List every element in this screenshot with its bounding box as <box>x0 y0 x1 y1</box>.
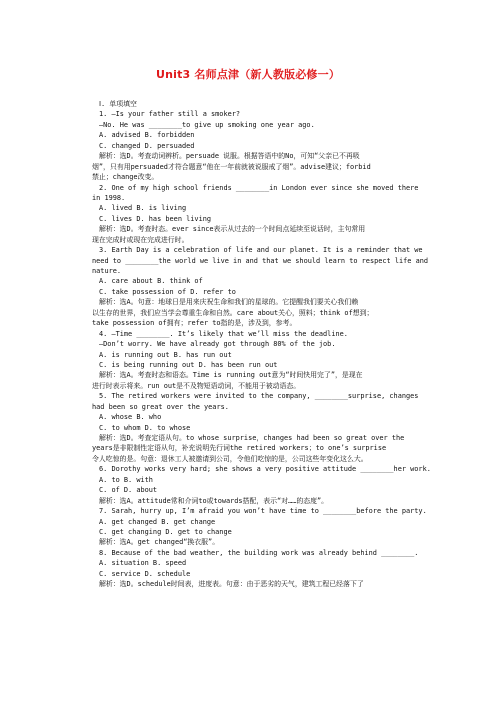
text-line: 7. Sarah, hurry up, I’m afraid you won’t have time to ________before the party. <box>99 507 427 516</box>
text-line: C. take possession of D. refer to <box>99 287 236 296</box>
text-line: 2. One of my high school friends ________in London ever since she moved there <box>99 183 419 192</box>
text-line: C. of D. about <box>99 486 158 495</box>
text-line: Ⅰ. 单项填空 <box>99 100 137 108</box>
text-line: A. lived B. is living <box>99 204 187 213</box>
text-line: 4. —Time ________. It’s likely that we’ll miss the deadline. <box>99 329 348 338</box>
text-line: —No. He was ________to give up smoking one year ago. <box>99 120 315 129</box>
text-line: C. is being running out D. has been run out <box>99 360 278 369</box>
text-line: —Don’t worry. We have already got through 80% of the job. <box>99 340 336 349</box>
text-line: A. situation B. speed <box>99 559 187 568</box>
text-line: 解析：选A。get changed“换衣服”。 <box>99 538 220 547</box>
text-line: 5. The retired workers were invited to the company, ________surprise, changes <box>99 392 419 401</box>
document-body <box>92 99 431 590</box>
text-line: 3. Earth Day is a celebration of life and our planet. It is a reminder that we <box>99 246 423 255</box>
text-line: C. changed D. persuaded <box>99 141 195 150</box>
text-line: A. whose B. who <box>99 413 162 422</box>
text-line: A. to B. with <box>99 475 153 484</box>
text-line: 解析：选D。考查动词辨析。persuade 说服。根据答语中的No，可知“父亲已不再吸 <box>99 152 360 161</box>
text-line: 进行时表示将来。run out是不及物短语动词，不能用于被动语态。 <box>92 381 301 390</box>
text-line: 现在完成时或现在完成进行时。 <box>92 235 189 244</box>
text-line: 烟”，只有用persuaded才符合题意“他在一年前就被说服戒了烟”。advise建议；forbid <box>92 162 371 171</box>
text-line: C. get changing D. get to change <box>99 527 232 536</box>
text-line: need to ________the world we live in and that we should learn to respect life and <box>92 256 429 265</box>
text-line: A. advised B. forbidden <box>99 131 195 140</box>
text-line: A. care about B. think of <box>99 277 203 286</box>
text-line: 解析：选D。考查定语从句。to whose surprise，changes had been so great over the <box>99 434 405 442</box>
text-line: A. get changed B. get change <box>99 517 216 526</box>
text-line: 8. Because of the bad weather, the building work was already behind ________. <box>99 548 419 557</box>
text-line: 解析：选D。考查时态。ever since表示从过去的一个时间点延续至说话时，主句常用 <box>99 225 366 234</box>
text-line: 6. Dorothy works very hard; she shows a very positive attitude ________her work. <box>99 465 431 474</box>
text-line: 解析：选A。考查时态和语态。Time is running out意为“时间快用完了”，是现在 <box>99 371 363 380</box>
text-line: take possession of拥有；refer to指的是，涉及到，参考。 <box>92 319 297 328</box>
document-title: Unit3 名师点津（新人教版必修一） <box>155 68 341 81</box>
text-line: 解析：选A。attitude常和介词to或towards搭配，表示“对……的态度”。 <box>99 496 329 505</box>
text-line: nature. <box>92 267 122 275</box>
text-line: A. is running out B. has run out <box>99 350 232 359</box>
text-line: C. lives D. has been living <box>99 214 212 223</box>
text-line: 1. —Is your father still a smoker? <box>99 110 241 119</box>
text-line: C. service D. schedule <box>99 569 191 578</box>
text-line: 以生存的世界，我们应当学会尊重生命和自然。care about关心，照料；think of想到； <box>92 308 374 317</box>
text-line: 令人吃惊的是。句意：退休工人被邀请到公司，令他们吃惊的是，公司这些年变化这么大。 <box>92 454 368 463</box>
text-line: C. to whom D. to whose <box>99 423 191 432</box>
text-line: 禁止；change改变。 <box>92 173 159 182</box>
text-line: 解析：选D。schedule时间表，进度表。句意：由于恶劣的天气，建筑工程已经落下了 <box>99 580 364 589</box>
text-line: years是非限制性定语从句，补充说明先行词the retired workers；to one’s surprise <box>92 444 387 453</box>
text-line: had been so great over the years. <box>92 402 229 411</box>
text-line: in 1998. <box>92 193 126 202</box>
text-line: 解析：选A。句意：地球日是用来庆祝生命和我们的星球的。它提醒我们要关心我们赖 <box>99 298 359 307</box>
